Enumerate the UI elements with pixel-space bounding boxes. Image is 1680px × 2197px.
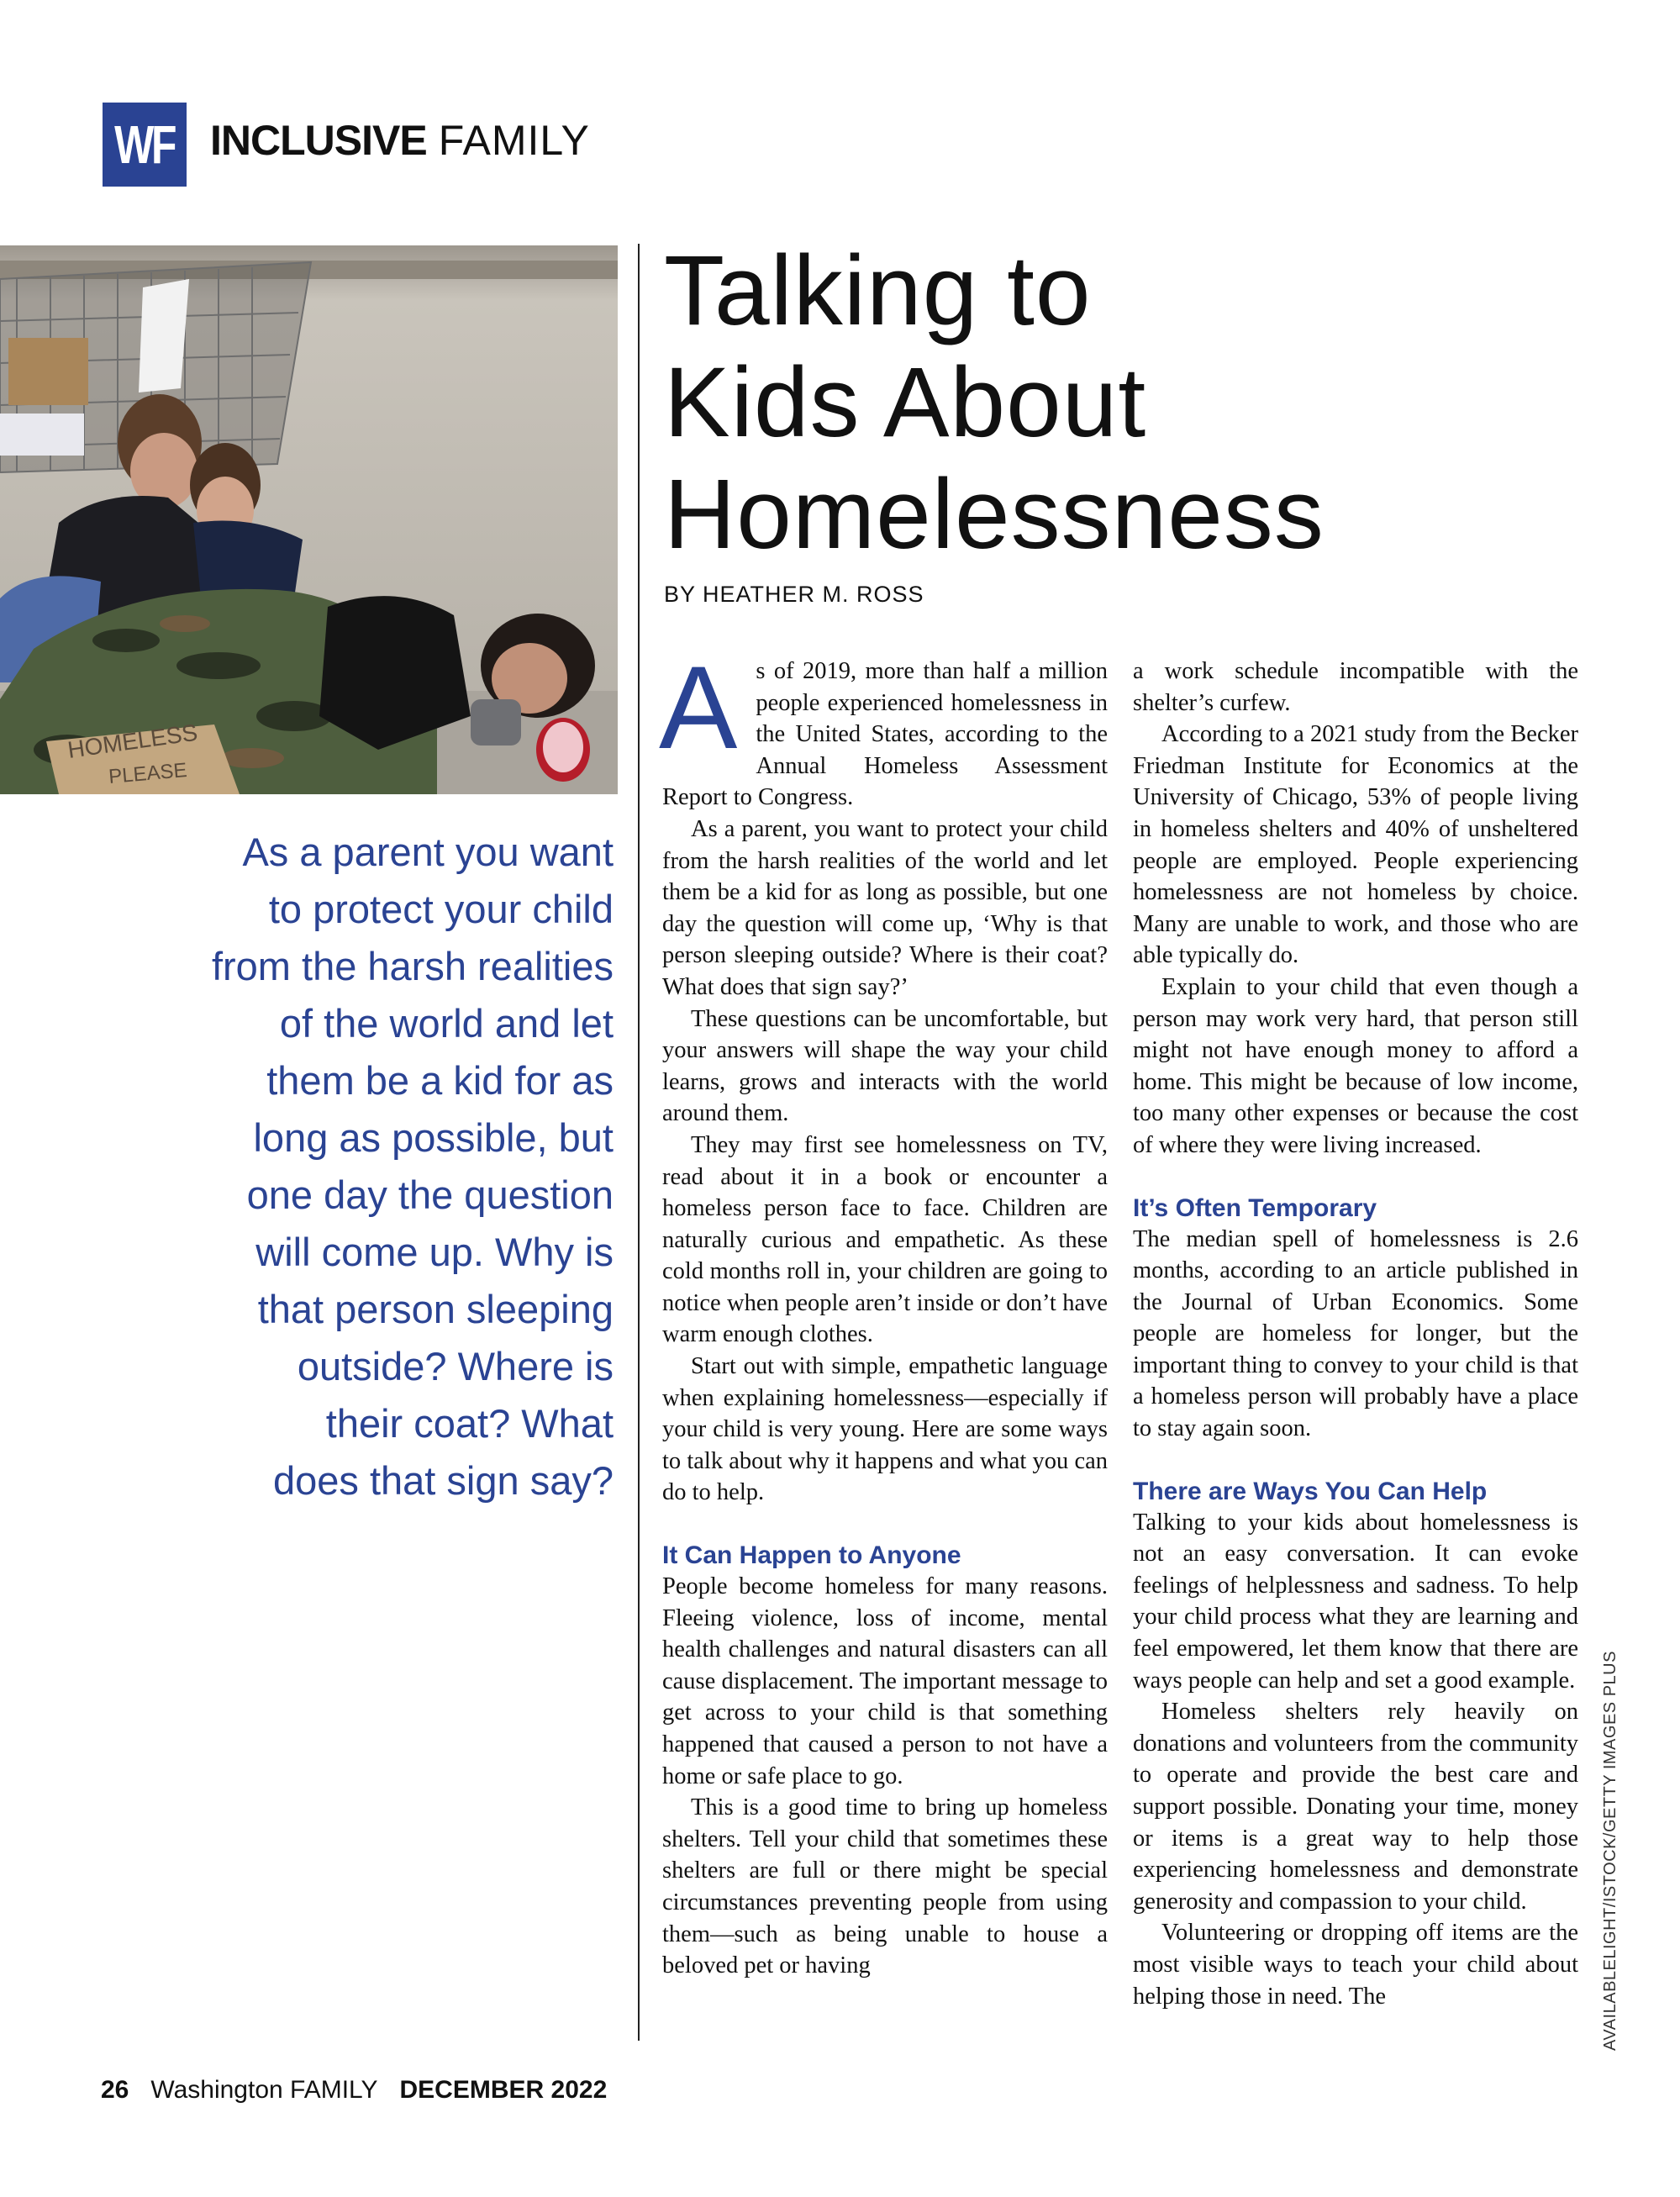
pull-quote-line: their coat? What	[325, 1401, 614, 1446]
pull-quote-line: will come up. Why is	[255, 1230, 614, 1274]
pull-quote-line: that person sleeping	[257, 1287, 614, 1331]
article-column-1	[659, 641, 1108, 1982]
issue-date: DECEMBER 2022	[399, 2076, 608, 2104]
paragraph: Talking to your kids about homelessness is not an easy conversation. It can evoke feelings of helplessness and sadness. To help your child process what they are learning and feel empowered, let them know that there are ways people can help and set a good example.	[1133, 1509, 1578, 1694]
pull-quote-line: long as possible, but	[253, 1115, 614, 1160]
pull-quote-line: from the harsh realities	[211, 944, 614, 988]
pull-quote-line: one day the question	[246, 1172, 614, 1217]
photo-credit: AVAILABLELIGHT/ISTOCK/GETTY IMAGES PLUS	[1601, 1651, 1619, 2051]
byline: BY HEATHER M. ROSS	[664, 582, 924, 607]
paragraph: People become homeless for many reasons. Fleeing violence, loss of income, mental health challenges and natural disasters can all cause displacement. The important message to get across to your child is that something happened that caused a person to not have a home or safe place to go.	[662, 1573, 1108, 1789]
title-line: Talking to	[664, 235, 1092, 346]
paragraph: Start out with simple, empathetic language when explaining homelessness—especially if your child is very young. Here are some ways to talk about why it happens and what you can do to help.	[662, 1353, 1108, 1506]
section-title	[210, 117, 590, 164]
paragraph: According to a 2021 study from the Becker Friedman Institute for Economics at the University of Chicago, 53% of people living in homeless shelters and 40% of unsheltered people are employed. People experiencing homelessness are not homeless by choice. Many are unable to work, and those who are able typically do.	[1133, 721, 1578, 969]
column-divider	[638, 244, 640, 2041]
paragraph: The median spell of homelessness is 2.6 months, according to an article published in the Journal of Urban Economics. Some people are homeless for longer, but the important thing to convey to your child is that a homeless person will probably have a place to stay again soon.	[1133, 1225, 1578, 1442]
title-line: Kids About	[664, 347, 1147, 458]
page-footer	[101, 2076, 607, 2105]
article-title	[664, 235, 1325, 571]
pull-quote-line: does that sign say?	[273, 1458, 614, 1503]
pull-quote-line: As a parent you want	[242, 830, 614, 874]
paragraph: Homeless shelters rely heavily on donations and volunteers from the community to operate and provide the best care and support possible. Donating your time, money or items is a great way to help those experiencing homelessness and demonstrate generosity and compassion to your child.	[1133, 1699, 1578, 1915]
section-title-light: FAMILY	[438, 117, 590, 164]
subheading: It Can Happen to Anyone	[662, 1541, 961, 1570]
paragraph: They may first see homelessness on TV, read about it in a book or encounter a homeless person face to face. Children are naturally curious and empathetic. As these cold months roll in, your children are going to notice when people aren’t inside or don’t have warm enough clothes.	[662, 1131, 1108, 1348]
title-line: Homelessness	[664, 459, 1325, 570]
magazine-name: Washington FAMILY	[150, 2076, 378, 2104]
white-cloth	[0, 414, 84, 456]
paragraph: This is a good time to bring up homeless shelters. Tell your child that sometimes these shelters are full or there might be special circumstances preventing people from using them—such as being unable to house a beloved pet or having	[662, 1794, 1108, 1979]
paragraph: s of 2019, more than half a million people experienced homelessness in the United States, according to the Annual Homeless Assessment Report to Congress.	[662, 658, 1108, 811]
pull-quote-line: them be a kid for as	[266, 1058, 614, 1103]
pull-quote-line: to protect your child	[268, 887, 614, 931]
drop-cap: A	[659, 641, 738, 773]
paragraph: These questions can be uncomfortable, but your answers will shape the way your child learns, grows and interacts with the world around them.	[662, 1005, 1108, 1127]
logo-text: WF	[114, 114, 175, 175]
section-title-bold: INCLUSIVE	[210, 117, 427, 164]
sign-line-1: HOMELESS	[66, 719, 199, 763]
plastic-bag	[139, 279, 189, 393]
paragraph: As a parent, you want to protect your child from the harsh realities of the world and let them be a kid for as long as possible, but one day the question will come up, ‘Why is that person sleeping outside? Where is their coat? What does that sign say?’	[662, 815, 1108, 1000]
paper-bag	[8, 338, 88, 405]
sign-line-2: PLEASE	[108, 758, 188, 788]
pull-quote	[143, 824, 614, 1509]
pull-quote-line: outside? Where is	[297, 1344, 614, 1388]
pull-quote-line: of the world and let	[279, 1001, 614, 1046]
subheading: It’s Often Temporary	[1133, 1193, 1377, 1222]
page-number: 26	[101, 2076, 129, 2104]
wf-logo	[103, 103, 187, 187]
article-column-2	[1133, 656, 1578, 2012]
article-photo	[0, 245, 618, 794]
paragraph: Volunteering or dropping off items are the most visible ways to teach your child about helping those in need. The	[1133, 1920, 1578, 2010]
paragraph: a work schedule incompatible with the shelter’s curfew.	[1133, 658, 1578, 716]
homeless-family-photo	[0, 245, 618, 794]
paragraph: Explain to your child that even though a person may work very hard, that person still might not have enough money to afford a home. This might be because of low income, too many other expenses or because the cost of where they were living increased.	[1133, 973, 1578, 1158]
subheading: There are Ways You Can Help	[1133, 1477, 1488, 1505]
